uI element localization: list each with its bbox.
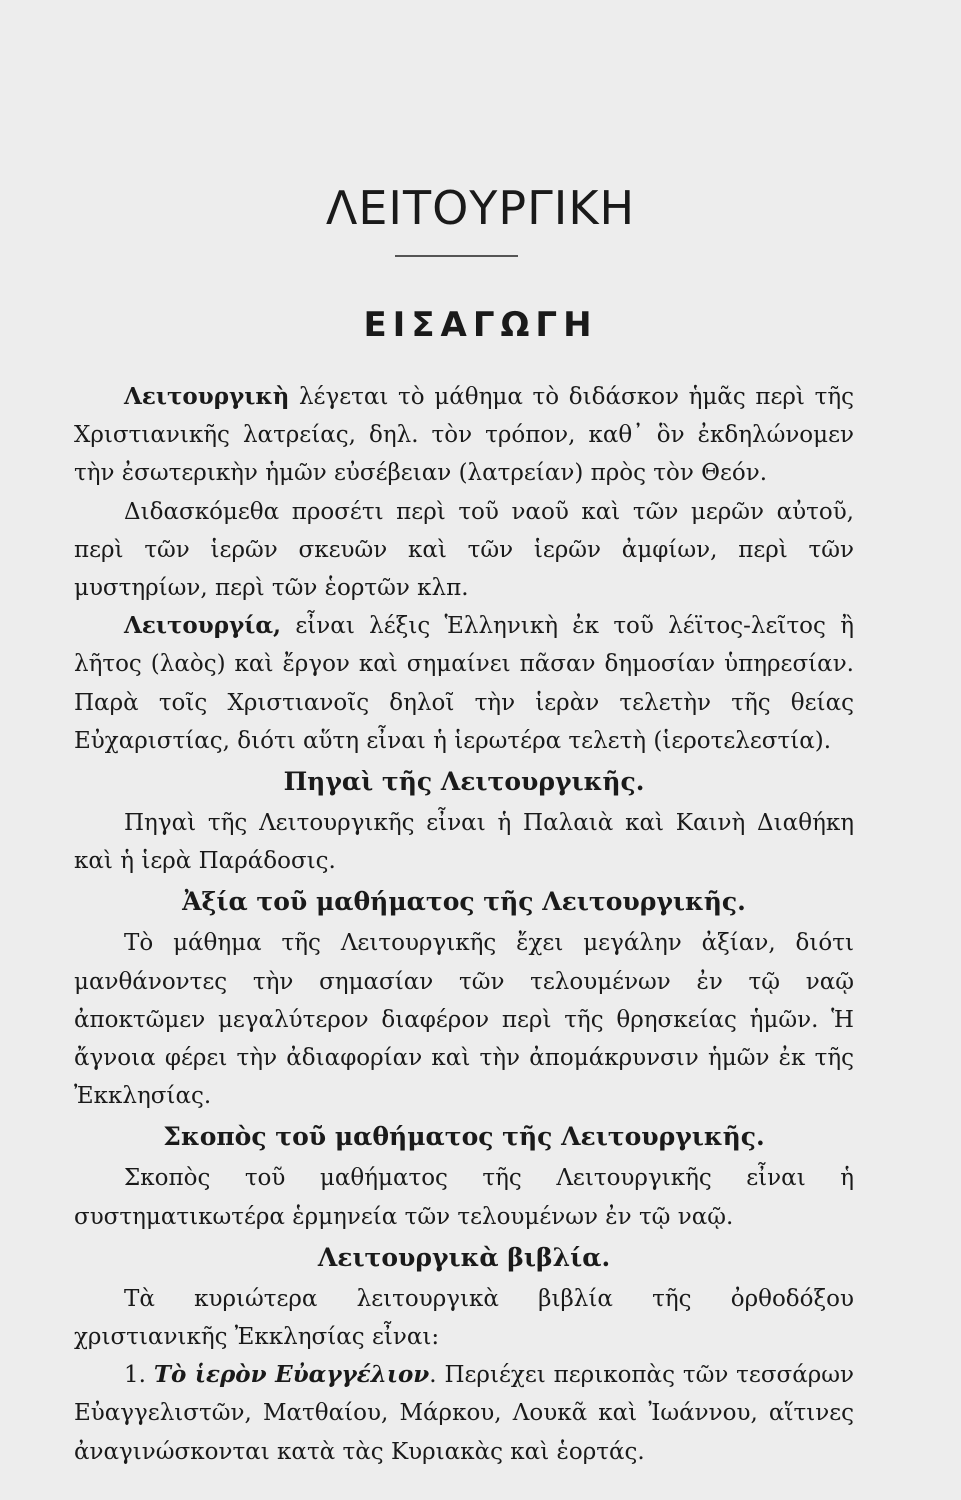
purpose-paragraph: Σκοπὸς τοῦ μαθήματος τῆς Λειτουργικῆς εἶναι ἡ συστηματικωτέρα ἑρμηνεία τῶν τελουμένων ἐν τῷ ναῷ. <box>74 1165 854 1230</box>
page-title: ΛΕΙΤΟΥΡΓΙΚΗ <box>325 181 636 235</box>
books-heading: Λειτουργικὰ βιβλία. <box>317 1242 611 1272</box>
sources-paragraph: Πηγαὶ τῆς Λειτουργικῆς εἶναι ἡ Παλαιὰ καὶ Καινὴ Διαθήκη καὶ ἡ ἱερὰ Παράδοσις. <box>74 810 854 875</box>
item-title: Τὸ ἱερὸν Εὐαγγέλιον <box>153 1361 430 1389</box>
books-paragraph: Τὰ κυριώτερα λειτουργικὰ βιβλία τῆς ὀρθοδόξου χριστιανικῆς Ἐκκλησίας εἶναι: <box>74 1285 854 1351</box>
item-number: 1. <box>124 1362 146 1389</box>
liturgy-paragraph <box>74 607 854 760</box>
intro-text: λέγεται τὸ μάθημα τὸ διδάσκον ἡμᾶς περὶ τῆς Χριστιανικῆς λατρείας, δηλ. τὸν τρόπον, καθ᾽ ὃν ἐκδηλώνομεν τὴν ἐσωτερικὴν ἡμῶν εὐσέβειαν (λατρείαν) πρὸς τὸν Θεόν. <box>74 384 854 487</box>
liturgy-text: εἶναι λέξις Ἑλληνικὴ ἐκ τοῦ λέϊτος-λεῖτος ἢ λῆτος (λαὸς) καὶ ἔργον καὶ σημαίνει πᾶσαν δημοσίαν ὑπηρεσίαν. Παρὰ τοῖς Χριστιανοῖς δηλοῖ τὴν ἱερὰν τελετὴν τῆς θείας Εὐχαριστίας, διότι αὕτη εἶναι ἡ ἱερωτέρα τελετὴ (ἱεροτελεστία). <box>74 613 854 754</box>
page-body <box>74 378 854 1471</box>
title-divider <box>395 255 518 257</box>
item-text: . Περιέχει περικοπὰς τῶν τεσσάρων Εὐαγγελιστῶν, Ματθαίου, Μάρκου, Λουκᾶ καὶ Ἰωάννου, αἵτινες ἀναγινώσκονται κατὰ τὰς Κυριακὰς καὶ ἑορτάς. <box>74 1362 855 1465</box>
value-paragraph: Τὸ μάθημα τῆς Λειτουργικῆς ἔχει μεγάλην ἀξίαν, διότι μανθάνοντες τὴν σημασίαν τῶν τελουμένων ἐν τῷ ναῷ ἀποκτῶμεν μεγαλύτερον διαφέρον περὶ τῆς θρησκείας ἡμῶν. Ἡ ἄγνοια φέρει τὴν ἀδιαφορίαν καὶ τὴν ἀπομάκρυνσιν ἡμῶν ἐκ τῆς Ἐκκλησίας. <box>74 930 854 1110</box>
sources-heading: Πηγαὶ τῆς Λειτουργικῆς. <box>283 767 645 797</box>
intro-term: Λειτουργικὴ <box>124 383 290 410</box>
intro-paragraph-2: Διδασκόμεθα προσέτι περὶ τοῦ ναοῦ καὶ τῶν μερῶν αὐτοῦ, περὶ τῶν ἱερῶν σκευῶν καὶ τῶν ἱερῶν ἀμφίων, περὶ τῶν μυστηρίων, περὶ τῶν ἑορτῶν κλπ. <box>74 498 854 602</box>
value-heading: Ἀξία τοῦ μαθήματος τῆς Λειτουργικῆς. <box>182 887 746 917</box>
intro-paragraph <box>74 378 854 493</box>
books-item-1 <box>74 1356 854 1471</box>
liturgy-term: Λειτουργία, <box>124 612 282 640</box>
section-title: ΕΙΣΑΓΩΓΗ <box>363 305 598 345</box>
purpose-heading: Σκοπὸς τοῦ μαθήματος τῆς Λειτουργικῆς. <box>163 1122 765 1152</box>
